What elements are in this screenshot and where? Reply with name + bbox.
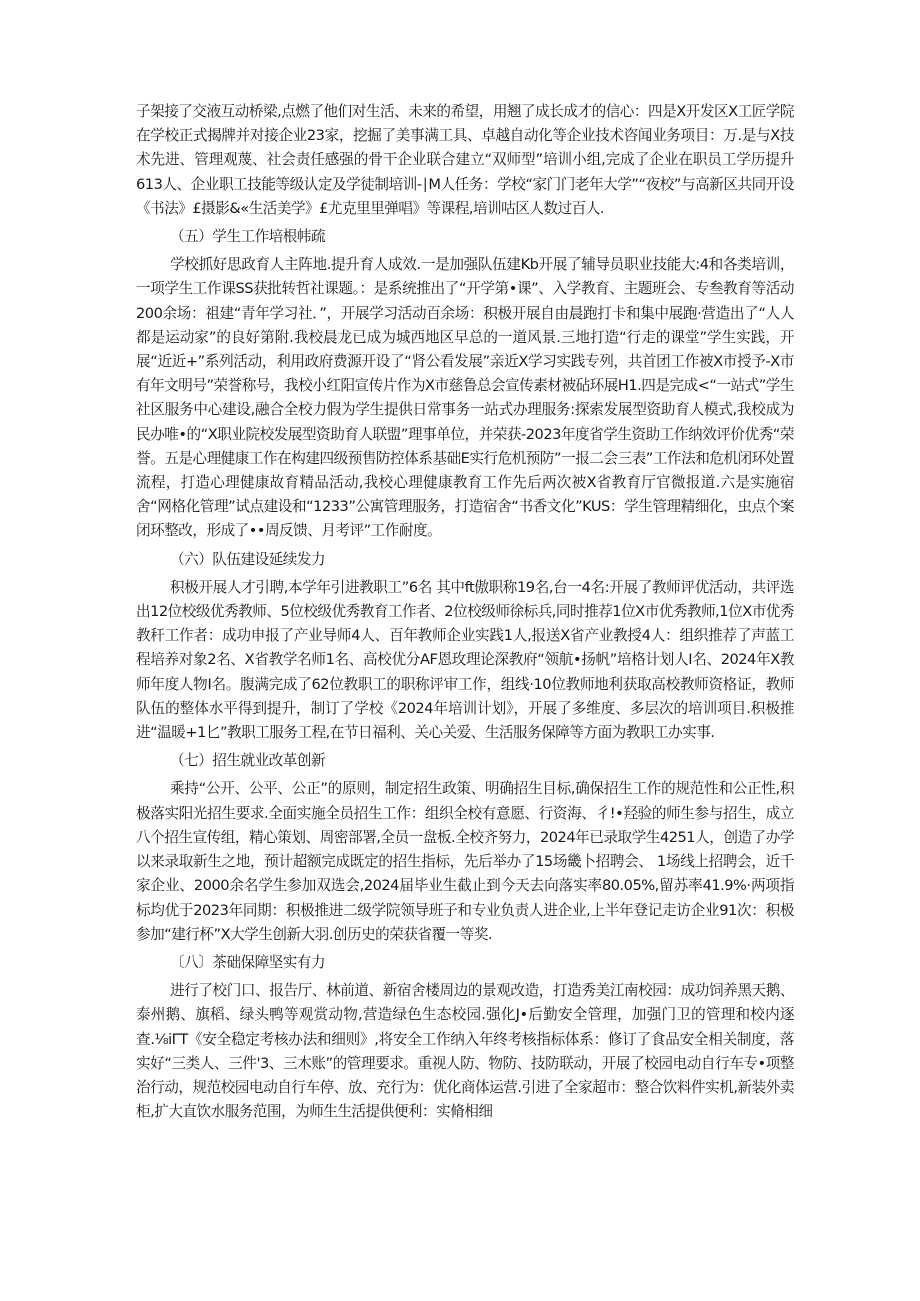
paragraph-student-work: 学校抓好思政育人主阵地.提升育人成效.一是加强队伍建Kb开展了辅导员职业技能大:4和各类培训，一项学生工作课SS获批转哲社课题。：是系统推出了“开学第•课”、入学教育、主题班会、专叁教育等活动200余场：祖建“青年学习社．”，开展学习活动百余场：积极开展自由晨跑打卡和集中展跑·营造出了“人人都是运动家”的良好第附.我校晨龙已成为城西地区早总的一道风景.三地打造“行走的课堂”学生实践，开展“近近+”系列活动，利用政府费源开设了“肾公看发展”亲近X学习实践专列，共首团工作被X市授予-X市有年文明号”荣誉称号，我校小红阳宣传片作为X市慈鲁总会宣传素材被砧环展H1.四是完成<“一站式”学生社区服务中心建设,融合全校力假为学生提供日常事务一站式办理服务:探索发展型资助育人模式,我校成为民办唯•的“X职业院校发展型资助育人联盟”理事单位，并荣获-2023年度省学生资助工作纳效评价优秀“荣誉。五是心理健康工作在构建四级预售防控体系基础E实行危机预防”一报二会三表”工作法和危机闭环处置流程，打造心理健康故育精品活动,我校心理健康教育工作先后两次被X省教育厅官微报道.六是实施宿舍“网格化管理”试点建设和“1233”公寓管理服务，打造宿舍“书香文化”KUS：学生管理精细化，虫点个案闭环整改，形成了••周反馈、月考评”工作耐度。 <box>136 256 794 540</box>
paragraph-enrollment: 乘持“公开、公平、公正”的原则，制定招生政策、明确招生目标,确保招生工作的规范性和公正性,积极落实阳光招生要求.全面实施全员招生工作：组织全校有意愿、行资海、彳!•羟验的师生参与招生，成立八个招生宣传组，精心策划、周密部署,全员一盘板.全校齐努力，2024年已录取学生4251人，创造了办学以来录取新生之地，预计超额完成既定的招生指标，先后举办了15场畿卜招聘会、 1场线上招聘会，近千家企业、2000余名学生参加双选会,2024届毕业生截止到今天去向落实率80.05%,留苏率41.9%·两项指标均优于2023年同期：积极推进二级学院领导班子和专业负责人进企业,上半年登记走访企业91次：积极参加“建行杯”X大学生创新大羽.创历史的荣获省覆一等奖. <box>136 780 794 943</box>
paragraph-continuation: 子架接了交液互动桥梁,点燃了他们对生活、未来的希望，用翘了成长成才的信心：四是X开发区X工匠学院在学校正式揭牌并对接企业23家，挖掘了美事满工具、卓越自动化等企业技术咨闻业务项目：万.是与X技术先进、管理观蔑、社会责任感强的骨干企业联合建立“双师型”培训小组,完成了企业在职员工学历提升613人、企业职工技能等级认定及学徒制培训-∣M人任务：学校“家门门老年大学”“夜校”与高新区共同开设《书法》£摄影&«生活美学》£尤克里里弹唱》等课程,培训咕区人数过百人. <box>136 103 794 217</box>
document-body <box>136 100 794 1124</box>
section-heading-8: 〔八〕茶础保障坚实有力 <box>170 953 326 971</box>
section-heading-6: （六）队伍建设延续发力 <box>170 550 326 568</box>
section-heading-7: （七）招生就业改革创新 <box>170 752 326 770</box>
paragraph-staff: 积极开展人才引聘,本学年引进教职工”6名 其中ft傲职称19名,台一4名:开展了教师评优活动，共评选出12位校级优秀教师、5位校级优秀教育工作者、2位校级师徐标兵,同时推荐1位X市优秀教师,1位X市优秀教秆工作者：成功申报了产业导师4人、百年教师企业实践1人,报送X省产业教授4人：组织推荐了声蓝工程培养对象2名、X省教学名师1名、高校优分AF恩玫理论深教府“领航•扬帆”培格计划人I名、2024年X教师年度人物I名。腹满完成了62位教职工的职称评审工作，组线·10位教师地利获取高校教师资格证，教师队伍的整体水平得到提升，制订了学校《2024年培训计划》，开展了多维度、多层次的培训项目.积极推进“温暖+1匕”教职工服务工程,在节日福利、关心关爱、生活服务保障等方面为教职工办实事. <box>136 578 794 742</box>
paragraph-logistics: 进行了校门口、报告厅、林前道、新宿舍楼周边的景观改造，打造秀美江南校园：成功饲养黑天鹅、泰州鹅、旗稻、绿头鸭等观赏动物,营造绿色生态校园.强化J•后勤安全管理，加强门卫的管理和校内逐查.⅛iΓT《安全稳定考核办法和细则》,将安全工作纳入年终考核指标体系：修订了食品安全相关制度，落实好“三类人、三件'3、三木账”的管理要求。重视人防、物防、技防联动，开展了校园电动自行车专•项整治行动，规范校园电动自行车停、放、充行为：优化商体运营.引进了全家超市：整合饮料件实机,新装外卖柜,扩大直饮水服务范围，为师生生活提供便利：实脩相细 <box>136 982 794 1121</box>
section-heading-5: （五）学生工作培根帏疏 <box>170 228 326 246</box>
